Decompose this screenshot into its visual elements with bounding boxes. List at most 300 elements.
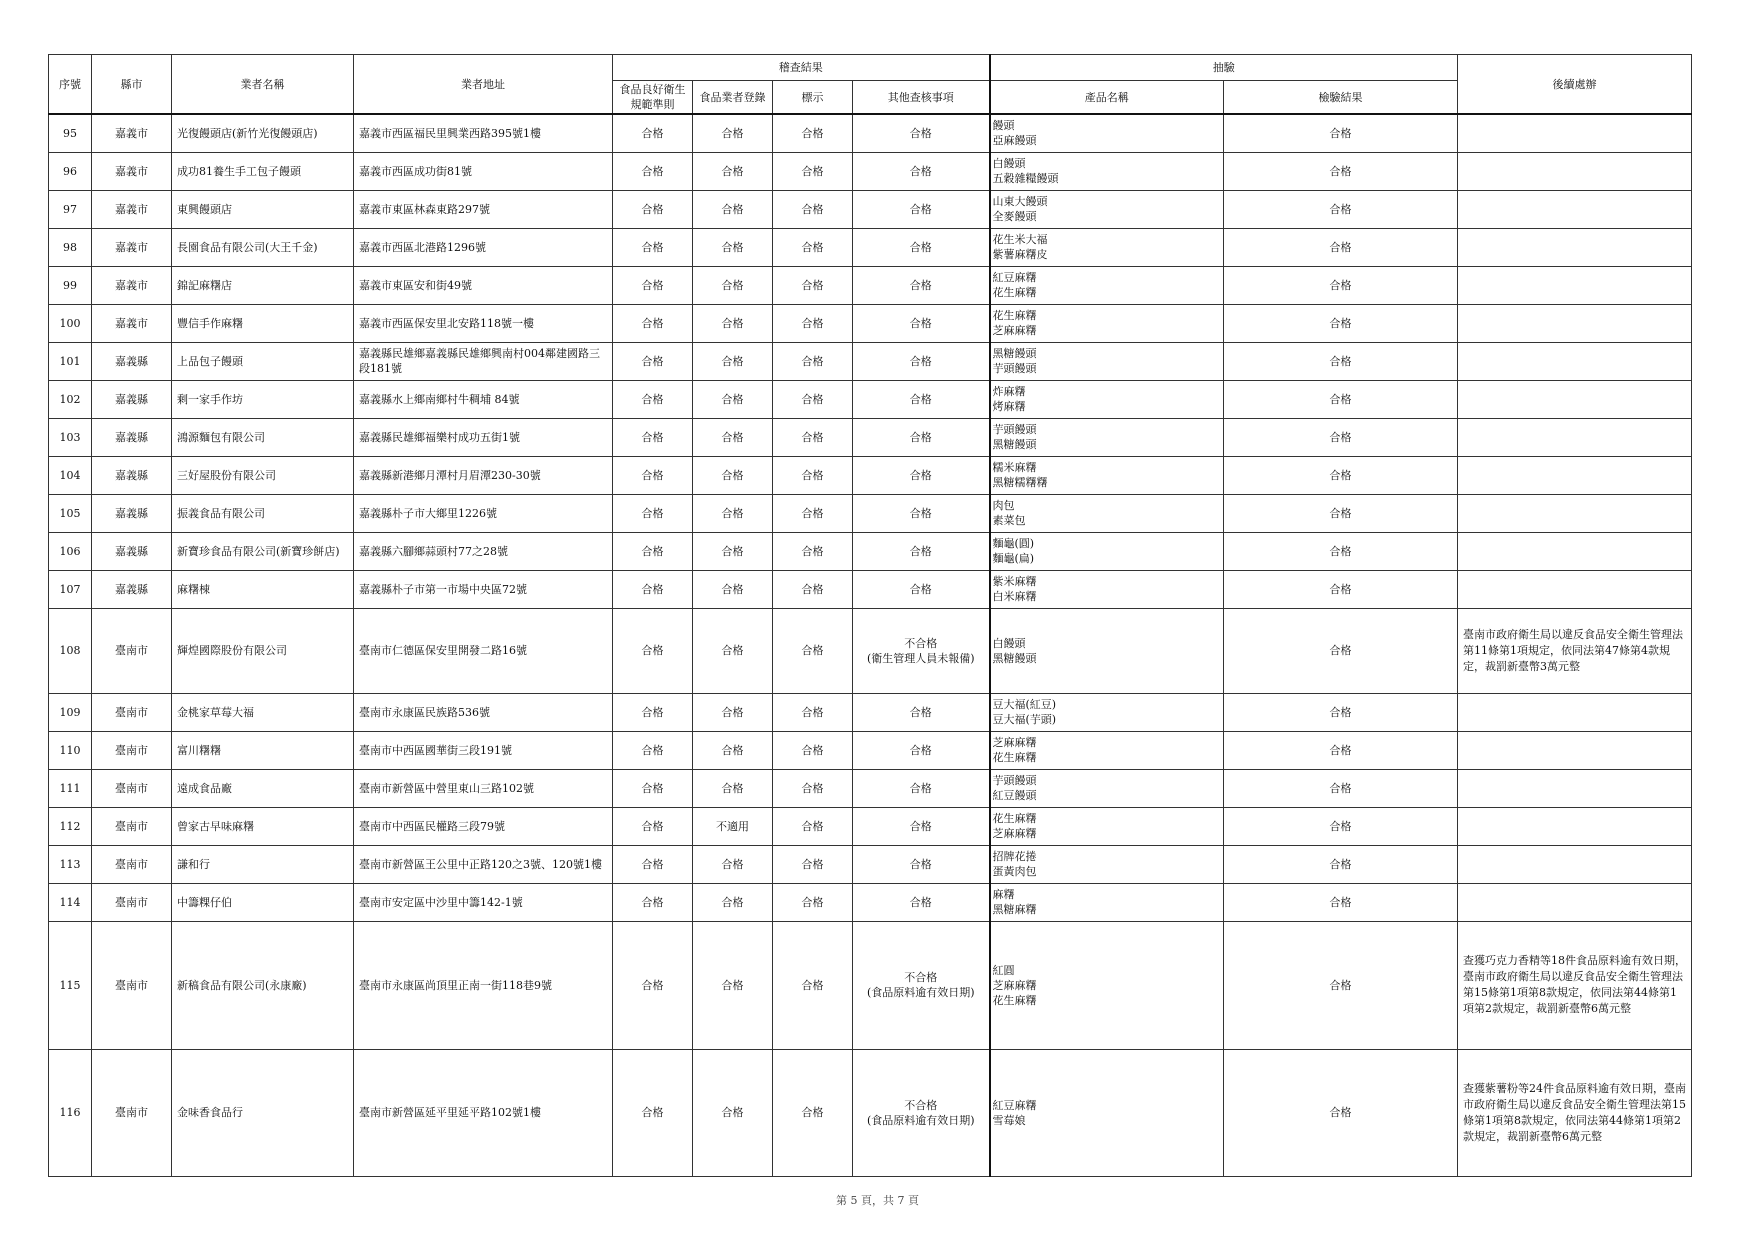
product-name: 麵龜(圓) xyxy=(992,537,1035,550)
product-name: 花生麻糬 xyxy=(992,812,1037,825)
cell-county: 嘉義縣 xyxy=(92,532,172,570)
cell-county: 嘉義縣 xyxy=(92,342,172,380)
other-items-status: 合格 xyxy=(909,430,932,444)
cell-labeling: 合格 xyxy=(773,1049,853,1176)
page-footer: 第 5 頁，共 7 頁 xyxy=(836,1194,919,1207)
cell-county: 嘉義縣 xyxy=(92,570,172,608)
cell-seq: 97 xyxy=(49,190,92,228)
cell-business-address: 嘉義市西區福民里興業西路395號1樓 xyxy=(354,114,613,152)
cell-follow-up xyxy=(1458,570,1692,608)
cell-product-name xyxy=(990,152,1224,190)
cell-business-name: 遠成食品廠 xyxy=(172,769,354,807)
table-row xyxy=(49,731,1692,769)
other-items-status: 合格 xyxy=(909,819,932,833)
cell-product-name xyxy=(990,380,1224,418)
cell-test-result: 合格 xyxy=(1224,769,1458,807)
product-name: 素菜包 xyxy=(992,514,1026,527)
cell-county: 嘉義縣 xyxy=(92,380,172,418)
cell-registration: 合格 xyxy=(693,693,773,731)
other-items-status: 合格 xyxy=(909,354,932,368)
product-name: 黑糖饅頭 xyxy=(992,438,1037,451)
product-name: 紅豆饅頭 xyxy=(992,789,1037,802)
table-row xyxy=(49,494,1692,532)
product-name: 紫米麻糬 xyxy=(992,575,1037,588)
cell-follow-up xyxy=(1458,693,1692,731)
cell-seq: 96 xyxy=(49,152,92,190)
product-name: 麻糬 xyxy=(992,888,1015,901)
header-product-name: 產品名稱 xyxy=(990,81,1224,115)
header-registration: 食品業者登錄 xyxy=(693,81,773,115)
other-items-status: 合格 xyxy=(909,705,932,719)
cell-seq: 106 xyxy=(49,532,92,570)
cell-seq: 107 xyxy=(49,570,92,608)
cell-business-name: 金味香食品行 xyxy=(172,1049,354,1176)
header-county: 縣市 xyxy=(92,55,172,115)
cell-product-name xyxy=(990,608,1224,693)
cell-business-name: 富川糬糬 xyxy=(172,731,354,769)
cell-other-items xyxy=(853,266,990,304)
cell-business-address: 嘉義市東區林森東路297號 xyxy=(354,190,613,228)
cell-follow-up xyxy=(1458,883,1692,921)
cell-product-name xyxy=(990,731,1224,769)
cell-county: 嘉義縣 xyxy=(92,418,172,456)
cell-business-name: 豐信手作麻糬 xyxy=(172,304,354,342)
product-name: 花生麻糬 xyxy=(992,751,1037,764)
cell-gmp: 合格 xyxy=(613,380,693,418)
cell-seq: 108 xyxy=(49,608,92,693)
cell-county: 嘉義市 xyxy=(92,190,172,228)
cell-seq: 105 xyxy=(49,494,92,532)
cell-test-result: 合格 xyxy=(1224,693,1458,731)
cell-labeling: 合格 xyxy=(773,731,853,769)
cell-labeling: 合格 xyxy=(773,380,853,418)
cell-gmp: 合格 xyxy=(613,114,693,152)
cell-gmp: 合格 xyxy=(613,532,693,570)
cell-registration: 合格 xyxy=(693,494,773,532)
cell-product-name xyxy=(990,883,1224,921)
table-row xyxy=(49,456,1692,494)
cell-product-name xyxy=(990,304,1224,342)
cell-product-name xyxy=(990,693,1224,731)
cell-follow-up: 查獲紫薯粉等24件食品原料逾有效日期，臺南市政府衛生局以違反食品安全衛生管理法第15條第1項第8款規定，依同法第44條第1項第2款規定，裁罰新臺幣6萬元整 xyxy=(1458,1049,1692,1176)
cell-labeling: 合格 xyxy=(773,532,853,570)
cell-business-name: 新稿食品有限公司(永康廠) xyxy=(172,921,354,1049)
cell-gmp: 合格 xyxy=(613,342,693,380)
cell-business-address: 臺南市永康區尚頂里正南一街118巷9號 xyxy=(354,921,613,1049)
cell-other-items xyxy=(853,921,990,1049)
cell-other-items xyxy=(853,570,990,608)
other-items-status: 合格 xyxy=(909,544,932,558)
cell-business-name: 錦記麻糬店 xyxy=(172,266,354,304)
cell-seq: 115 xyxy=(49,921,92,1049)
cell-business-name: 鴻源麵包有限公司 xyxy=(172,418,354,456)
cell-seq: 100 xyxy=(49,304,92,342)
cell-follow-up xyxy=(1458,304,1692,342)
cell-other-items xyxy=(853,228,990,266)
other-items-status: 合格 xyxy=(909,202,932,216)
cell-business-address: 臺南市新營區延平里延平路102號1樓 xyxy=(354,1049,613,1176)
cell-registration: 合格 xyxy=(693,731,773,769)
cell-follow-up xyxy=(1458,228,1692,266)
cell-seq: 109 xyxy=(49,693,92,731)
product-name: 白饅頭 xyxy=(992,636,1026,650)
product-name: 黑糖糯糬糬 xyxy=(992,476,1048,489)
cell-other-items xyxy=(853,693,990,731)
product-name: 紅豆麻糬 xyxy=(992,1098,1037,1112)
other-items-status: 合格 xyxy=(909,857,932,871)
table-row xyxy=(49,1049,1692,1176)
cell-other-items xyxy=(853,883,990,921)
cell-labeling: 合格 xyxy=(773,114,853,152)
cell-gmp: 合格 xyxy=(613,266,693,304)
cell-follow-up xyxy=(1458,380,1692,418)
cell-registration: 合格 xyxy=(693,152,773,190)
table-header xyxy=(49,55,1692,115)
cell-business-address: 嘉義縣六腳鄉蒜頭村77之28號 xyxy=(354,532,613,570)
table-row xyxy=(49,608,1692,693)
cell-county: 嘉義縣 xyxy=(92,456,172,494)
cell-product-name xyxy=(990,342,1224,380)
cell-follow-up xyxy=(1458,342,1692,380)
cell-business-address: 嘉義縣民雄鄉福樂村成功五街1號 xyxy=(354,418,613,456)
cell-gmp: 合格 xyxy=(613,769,693,807)
cell-other-items xyxy=(853,807,990,845)
cell-follow-up xyxy=(1458,418,1692,456)
cell-registration: 合格 xyxy=(693,845,773,883)
cell-gmp: 合格 xyxy=(613,418,693,456)
table-row xyxy=(49,570,1692,608)
cell-gmp: 合格 xyxy=(613,731,693,769)
cell-gmp: 合格 xyxy=(613,693,693,731)
cell-gmp: 合格 xyxy=(613,456,693,494)
product-name: 豆大福(芋頭) xyxy=(992,713,1057,726)
cell-seq: 110 xyxy=(49,731,92,769)
cell-labeling: 合格 xyxy=(773,807,853,845)
other-items-note: (衛生管理人員未報備) xyxy=(866,651,975,665)
cell-county: 臺南市 xyxy=(92,845,172,883)
table-row xyxy=(49,532,1692,570)
product-name: 雪莓娘 xyxy=(992,1113,1026,1127)
cell-labeling: 合格 xyxy=(773,845,853,883)
table-row xyxy=(49,845,1692,883)
cell-gmp: 合格 xyxy=(613,883,693,921)
table-row xyxy=(49,883,1692,921)
other-items-status: 合格 xyxy=(909,468,932,482)
cell-other-items xyxy=(853,608,990,693)
other-items-status: 不合格 xyxy=(904,971,938,984)
header-seq: 序號 xyxy=(49,55,92,115)
inspection-results-table xyxy=(48,54,1692,1177)
header-gmp: 食品良好衛生規範準則 xyxy=(613,81,693,115)
cell-follow-up xyxy=(1458,494,1692,532)
other-items-status: 合格 xyxy=(909,278,932,292)
cell-business-name: 剩一家手作坊 xyxy=(172,380,354,418)
cell-test-result: 合格 xyxy=(1224,731,1458,769)
cell-county: 臺南市 xyxy=(92,883,172,921)
cell-labeling: 合格 xyxy=(773,494,853,532)
cell-business-name: 振義食品有限公司 xyxy=(172,494,354,532)
cell-gmp: 合格 xyxy=(613,190,693,228)
cell-follow-up xyxy=(1458,190,1692,228)
header-follow-up: 後續處辦 xyxy=(1458,55,1692,115)
product-name: 紫薯麻糬皮 xyxy=(992,248,1048,261)
other-items-status: 合格 xyxy=(909,506,932,520)
cell-county: 嘉義縣 xyxy=(92,494,172,532)
header-labeling: 標示 xyxy=(773,81,853,115)
cell-other-items xyxy=(853,845,990,883)
product-name: 豆大福(紅豆) xyxy=(992,698,1057,711)
cell-county: 臺南市 xyxy=(92,608,172,693)
cell-other-items xyxy=(853,304,990,342)
product-name: 麵龜(扁) xyxy=(992,552,1035,565)
cell-follow-up: 臺南市政府衛生局以違反食品安全衛生管理法第11條第1項規定，依同法第47條第4款規定，裁罰新臺幣3萬元整 xyxy=(1458,608,1692,693)
other-items-status: 合格 xyxy=(909,895,932,909)
cell-product-name xyxy=(990,266,1224,304)
cell-gmp: 合格 xyxy=(613,494,693,532)
cell-product-name xyxy=(990,418,1224,456)
product-name: 糯米麻糬 xyxy=(992,461,1037,474)
cell-business-name: 輝煌國際股份有限公司 xyxy=(172,608,354,693)
table-row xyxy=(49,342,1692,380)
cell-registration: 合格 xyxy=(693,380,773,418)
cell-test-result: 合格 xyxy=(1224,304,1458,342)
header-sampling-group: 抽驗 xyxy=(990,55,1458,81)
cell-business-address: 臺南市中西區國華街三段191號 xyxy=(354,731,613,769)
cell-product-name xyxy=(990,190,1224,228)
other-items-status: 合格 xyxy=(909,316,932,330)
cell-follow-up xyxy=(1458,731,1692,769)
product-name: 芝麻麻糬 xyxy=(992,827,1037,840)
cell-product-name xyxy=(990,114,1224,152)
cell-other-items xyxy=(853,456,990,494)
table-row xyxy=(49,228,1692,266)
cell-follow-up xyxy=(1458,532,1692,570)
cell-labeling: 合格 xyxy=(773,608,853,693)
cell-business-name: 金桃家草莓大福 xyxy=(172,693,354,731)
cell-test-result: 合格 xyxy=(1224,190,1458,228)
product-name: 芝麻麻糬 xyxy=(992,736,1037,749)
cell-product-name xyxy=(990,921,1224,1049)
table-row xyxy=(49,380,1692,418)
cell-registration: 合格 xyxy=(693,456,773,494)
cell-business-name: 光復饅頭店(新竹光復饅頭店) xyxy=(172,114,354,152)
cell-business-address: 嘉義市西區北港路1296號 xyxy=(354,228,613,266)
cell-registration: 合格 xyxy=(693,114,773,152)
cell-other-items xyxy=(853,731,990,769)
product-name: 芋頭饅頭 xyxy=(992,774,1037,787)
cell-gmp: 合格 xyxy=(613,152,693,190)
product-name: 黑糖麻糬 xyxy=(992,903,1037,916)
cell-registration: 合格 xyxy=(693,266,773,304)
cell-test-result: 合格 xyxy=(1224,342,1458,380)
cell-labeling: 合格 xyxy=(773,228,853,266)
cell-follow-up xyxy=(1458,807,1692,845)
cell-labeling: 合格 xyxy=(773,342,853,380)
product-name: 花生麻糬 xyxy=(992,309,1037,322)
table-row xyxy=(49,190,1692,228)
product-name: 黑糖饅頭 xyxy=(992,347,1037,360)
other-items-status: 不合格 xyxy=(904,636,938,650)
cell-business-name: 三好屋股份有限公司 xyxy=(172,456,354,494)
product-name: 全麥饅頭 xyxy=(992,210,1037,223)
cell-test-result: 合格 xyxy=(1224,228,1458,266)
cell-registration: 合格 xyxy=(693,1049,773,1176)
other-items-status: 合格 xyxy=(909,126,932,140)
cell-county: 嘉義市 xyxy=(92,152,172,190)
cell-seq: 113 xyxy=(49,845,92,883)
cell-test-result: 合格 xyxy=(1224,845,1458,883)
cell-seq: 114 xyxy=(49,883,92,921)
cell-business-name: 東興饅頭店 xyxy=(172,190,354,228)
cell-business-address: 嘉義縣新港鄉月潭村月眉潭230-30號 xyxy=(354,456,613,494)
product-name: 白米麻糬 xyxy=(992,590,1037,603)
cell-labeling: 合格 xyxy=(773,304,853,342)
product-name: 黑糖饅頭 xyxy=(992,651,1037,665)
other-items-status: 合格 xyxy=(909,240,932,254)
product-name: 饅頭 xyxy=(992,119,1015,133)
cell-business-name: 曾家古早味麻糬 xyxy=(172,807,354,845)
cell-labeling: 合格 xyxy=(773,693,853,731)
cell-test-result: 合格 xyxy=(1224,1049,1458,1176)
cell-product-name xyxy=(990,845,1224,883)
cell-other-items xyxy=(853,342,990,380)
cell-seq: 103 xyxy=(49,418,92,456)
cell-seq: 98 xyxy=(49,228,92,266)
product-name: 白饅頭 xyxy=(992,157,1026,170)
cell-business-address: 臺南市新營區王公里中正路120之3號、120號1樓 xyxy=(354,845,613,883)
cell-business-address: 嘉義縣朴子市大鄉里1226號 xyxy=(354,494,613,532)
cell-other-items xyxy=(853,190,990,228)
product-name: 五穀雜糧饅頭 xyxy=(992,172,1059,185)
cell-registration: 合格 xyxy=(693,769,773,807)
table-row xyxy=(49,807,1692,845)
cell-labeling: 合格 xyxy=(773,769,853,807)
cell-county: 臺南市 xyxy=(92,807,172,845)
cell-business-address: 嘉義市西區保安里北安路118號一樓 xyxy=(354,304,613,342)
cell-gmp: 合格 xyxy=(613,807,693,845)
cell-follow-up xyxy=(1458,456,1692,494)
table-row xyxy=(49,693,1692,731)
table-row xyxy=(49,266,1692,304)
other-items-status: 合格 xyxy=(909,164,932,178)
product-name: 肉包 xyxy=(992,499,1015,512)
cell-test-result: 合格 xyxy=(1224,883,1458,921)
cell-business-address: 臺南市仁德區保安里開發二路16號 xyxy=(354,608,613,693)
cell-other-items xyxy=(853,494,990,532)
cell-registration: 合格 xyxy=(693,342,773,380)
cell-follow-up: 查獲巧克力香精等18件食品原料逾有效日期，臺南市政府衛生局以違反食品安全衛生管理法第15條第1項第8款規定，依同法第44條第1項第2款規定，裁罰新臺幣6萬元整 xyxy=(1458,921,1692,1049)
cell-business-address: 臺南市永康區民族路536號 xyxy=(354,693,613,731)
product-name: 芝麻麻糬 xyxy=(992,978,1037,992)
header-inspection-group: 稽查結果 xyxy=(613,55,990,81)
product-name: 山東大饅頭 xyxy=(992,195,1048,208)
cell-labeling: 合格 xyxy=(773,418,853,456)
cell-seq: 99 xyxy=(49,266,92,304)
cell-gmp: 合格 xyxy=(613,845,693,883)
product-name: 花生麻糬 xyxy=(992,993,1037,1007)
header-test-result: 檢驗結果 xyxy=(1224,81,1458,115)
cell-gmp: 合格 xyxy=(613,608,693,693)
cell-product-name xyxy=(990,807,1224,845)
cell-other-items xyxy=(853,1049,990,1176)
other-items-status: 合格 xyxy=(909,743,932,757)
cell-county: 臺南市 xyxy=(92,693,172,731)
cell-registration: 合格 xyxy=(693,608,773,693)
cell-business-name: 麻糬棟 xyxy=(172,570,354,608)
table-row xyxy=(49,769,1692,807)
cell-gmp: 合格 xyxy=(613,228,693,266)
cell-test-result: 合格 xyxy=(1224,494,1458,532)
product-name: 烤麻糬 xyxy=(992,400,1026,413)
cell-county: 嘉義市 xyxy=(92,114,172,152)
cell-registration: 合格 xyxy=(693,418,773,456)
product-name: 紅豆麻糬 xyxy=(992,271,1037,284)
cell-labeling: 合格 xyxy=(773,883,853,921)
cell-business-name: 中籌粿仔伯 xyxy=(172,883,354,921)
cell-test-result: 合格 xyxy=(1224,152,1458,190)
header-business-name: 業者名稱 xyxy=(172,55,354,115)
cell-county: 臺南市 xyxy=(92,731,172,769)
cell-seq: 116 xyxy=(49,1049,92,1176)
product-name: 炸麻糬 xyxy=(992,385,1026,398)
cell-labeling: 合格 xyxy=(773,921,853,1049)
cell-product-name xyxy=(990,769,1224,807)
cell-business-address: 嘉義市西區成功街81號 xyxy=(354,152,613,190)
cell-registration: 合格 xyxy=(693,883,773,921)
cell-follow-up xyxy=(1458,769,1692,807)
cell-registration: 不適用 xyxy=(693,807,773,845)
cell-gmp: 合格 xyxy=(613,921,693,1049)
cell-labeling: 合格 xyxy=(773,456,853,494)
cell-follow-up xyxy=(1458,152,1692,190)
other-items-note: (食品原料逾有效日期) xyxy=(866,986,975,999)
cell-registration: 合格 xyxy=(693,304,773,342)
header-business-address: 業者地址 xyxy=(354,55,613,115)
product-name: 招牌花捲 xyxy=(992,850,1037,863)
table-row xyxy=(49,114,1692,152)
cell-business-address: 嘉義縣朴子市第一市場中央區72號 xyxy=(354,570,613,608)
cell-business-name: 成功81養生手工包子饅頭 xyxy=(172,152,354,190)
cell-product-name xyxy=(990,456,1224,494)
cell-test-result: 合格 xyxy=(1224,266,1458,304)
table-row xyxy=(49,152,1692,190)
cell-seq: 102 xyxy=(49,380,92,418)
cell-registration: 合格 xyxy=(693,190,773,228)
cell-registration: 合格 xyxy=(693,921,773,1049)
cell-labeling: 合格 xyxy=(773,266,853,304)
cell-other-items xyxy=(853,769,990,807)
cell-business-address: 臺南市安定區中沙里中籌142-1號 xyxy=(354,883,613,921)
cell-registration: 合格 xyxy=(693,228,773,266)
cell-seq: 95 xyxy=(49,114,92,152)
cell-business-address: 嘉義縣民雄鄉嘉義縣民雄鄉興南村004鄰建國路三段181號 xyxy=(354,342,613,380)
cell-seq: 112 xyxy=(49,807,92,845)
cell-business-name: 謙和行 xyxy=(172,845,354,883)
other-items-note: (食品原料逾有效日期) xyxy=(866,1113,975,1127)
product-name: 芝麻麻糬 xyxy=(992,324,1037,337)
cell-test-result: 合格 xyxy=(1224,608,1458,693)
cell-follow-up xyxy=(1458,266,1692,304)
cell-test-result: 合格 xyxy=(1224,114,1458,152)
table-body xyxy=(49,114,1692,1176)
product-name: 芋頭饅頭 xyxy=(992,423,1037,436)
cell-test-result: 合格 xyxy=(1224,380,1458,418)
cell-seq: 104 xyxy=(49,456,92,494)
header-other-items: 其他查核事項 xyxy=(853,81,990,115)
cell-county: 臺南市 xyxy=(92,921,172,1049)
cell-product-name xyxy=(990,228,1224,266)
cell-seq: 111 xyxy=(49,769,92,807)
